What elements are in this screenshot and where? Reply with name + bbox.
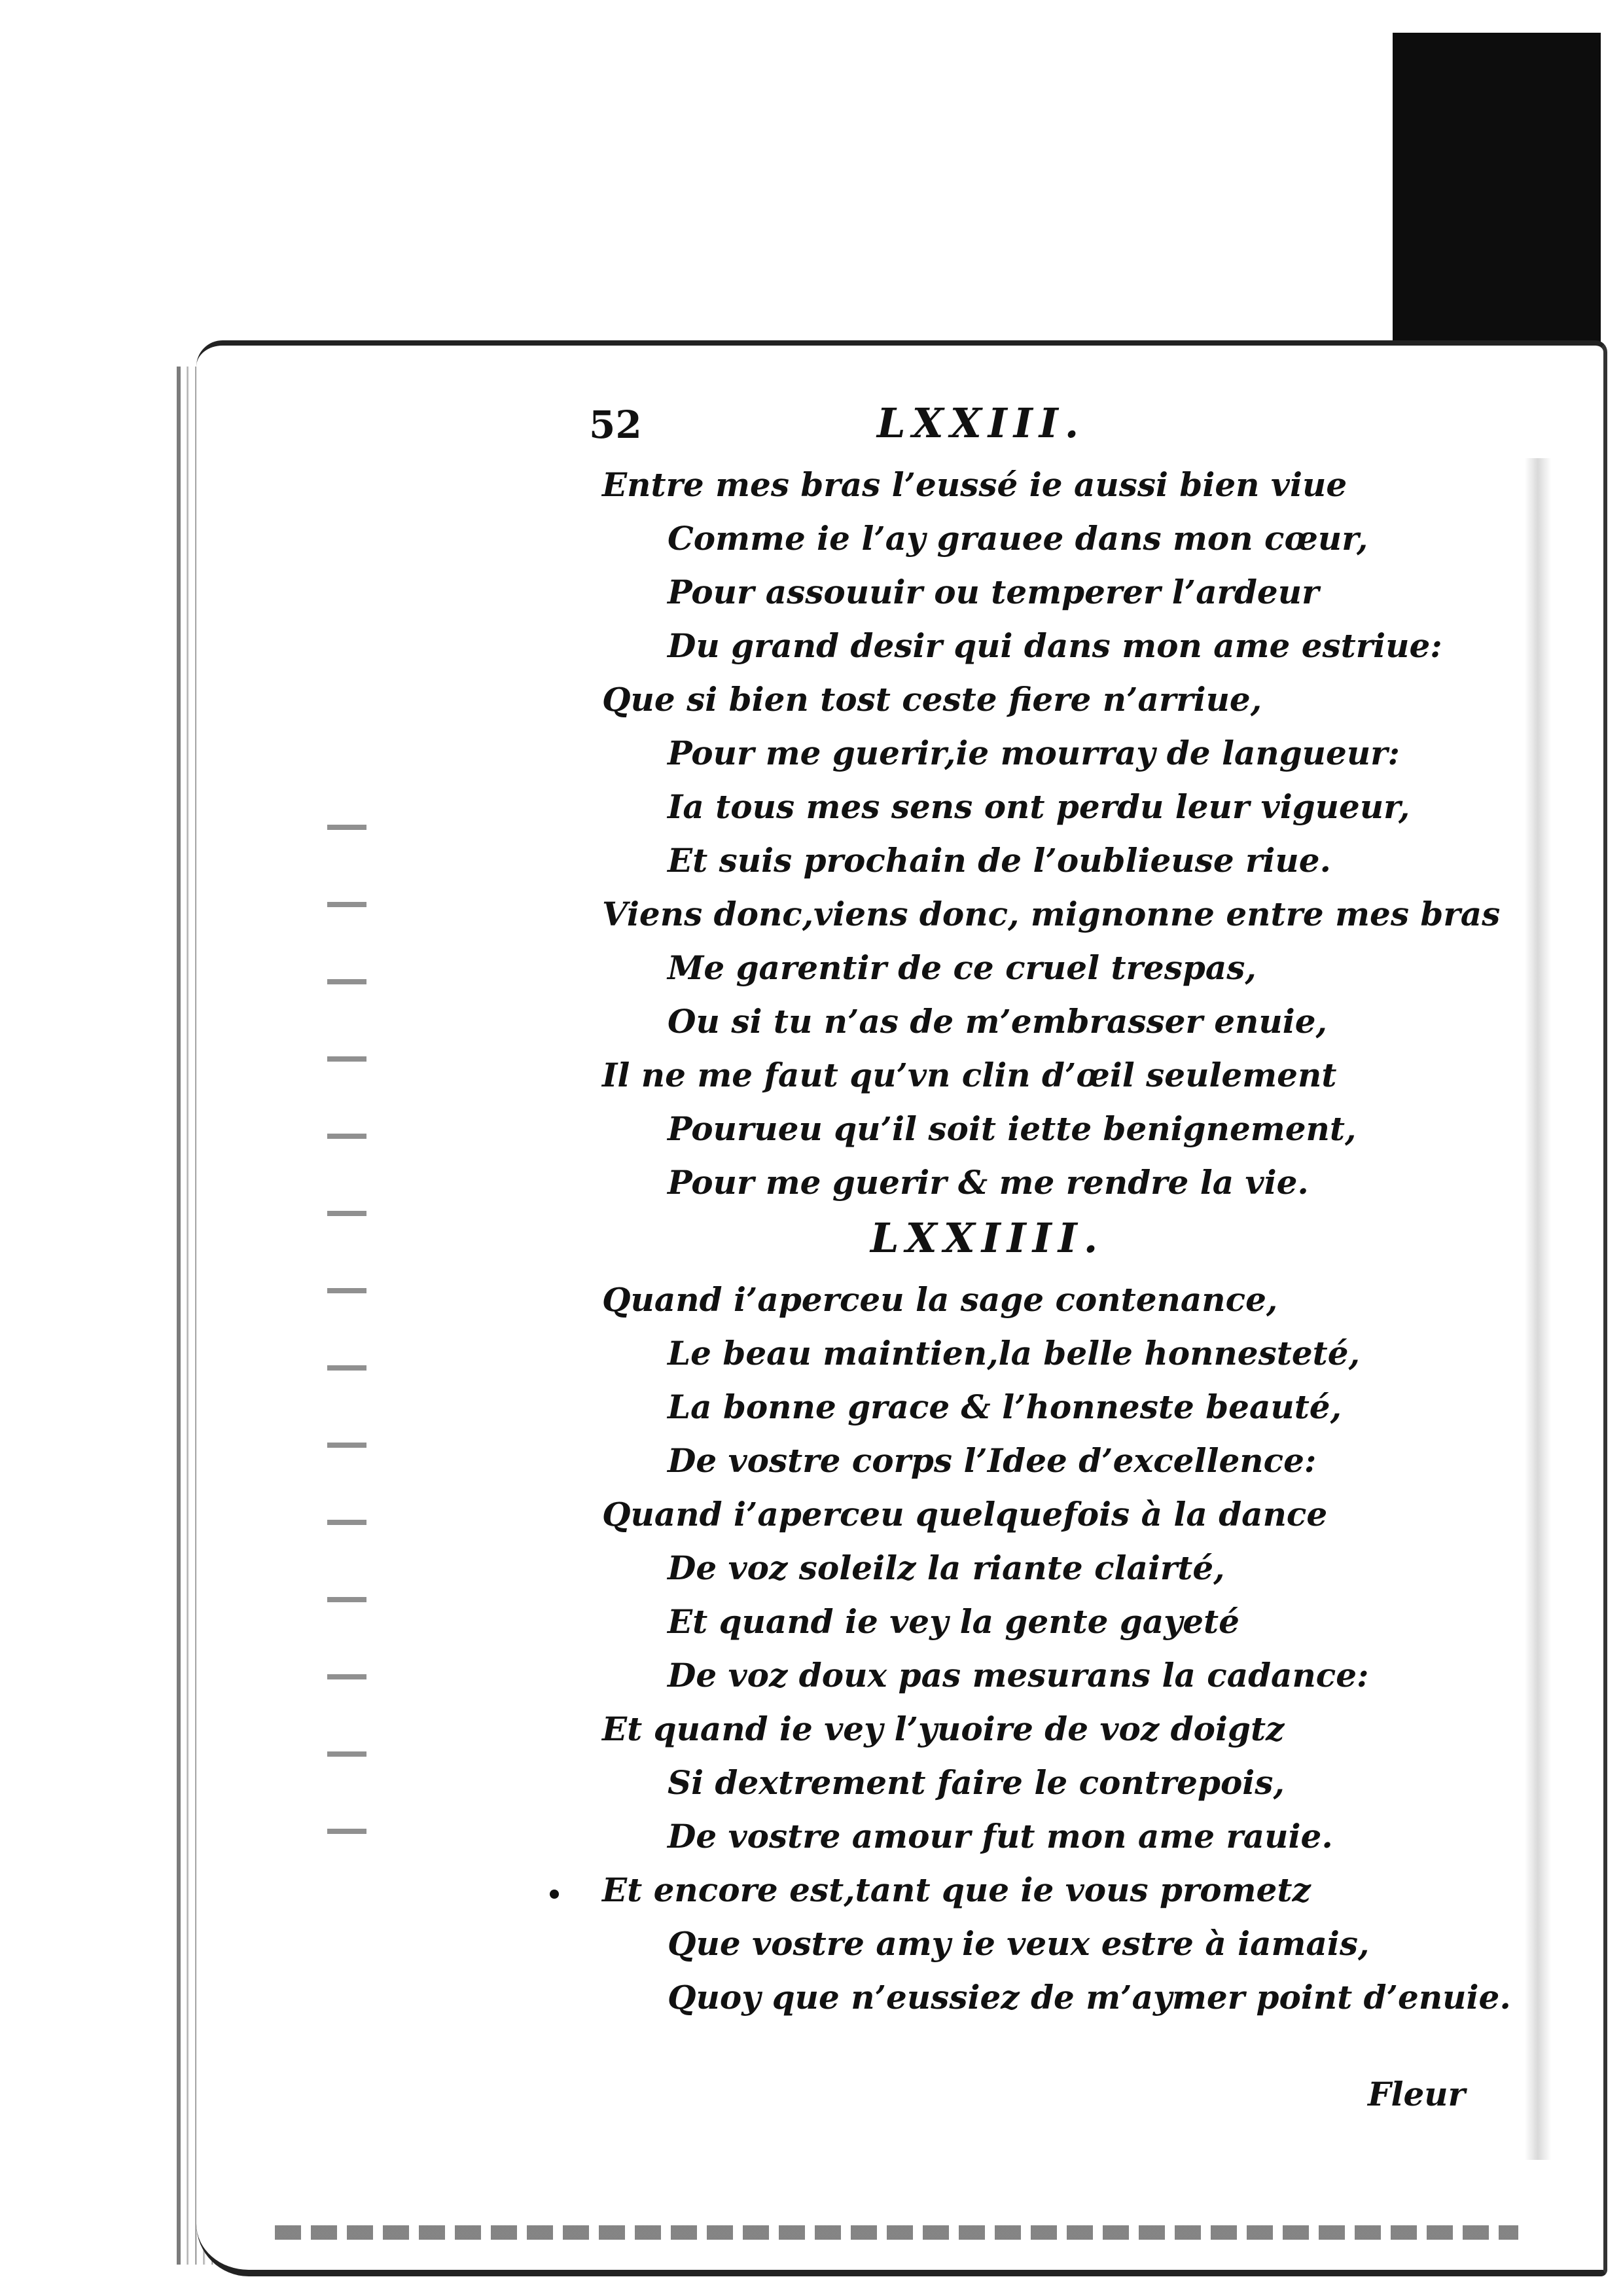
- verse-line: Et quand ie vey la gente gayeté: [668, 1602, 1240, 1641]
- page-edge-marks: [327, 753, 366, 1865]
- page-bottom-edge: [275, 2225, 1518, 2240]
- verse-line: Entre mes bras l’eussé ie aussi bien viue: [602, 465, 1347, 504]
- verse-line: Et encore est,tant que ie vous prometz: [602, 1871, 1311, 1909]
- verse-line: Il ne me faut qu’vn clin d’œil seulement: [602, 1056, 1337, 1094]
- verse-line: Pour me guerir,ie mourray de langueur:: [668, 734, 1400, 772]
- verse-line: Le beau maintien,la belle honnesteté,: [668, 1334, 1360, 1372]
- verse-line: De voz soleilz la riante clairté,: [668, 1549, 1225, 1587]
- verse-line: Et suis prochain de l’oublieuse riue.: [668, 841, 1331, 880]
- verse-line: Que si bien tost ceste fiere n’arriue,: [602, 680, 1262, 719]
- verse-line: Ou si tu n’as de m’embrasser enuie,: [668, 1002, 1327, 1041]
- verse-line: Comme ie l’ay grauee dans mon cœur,: [668, 519, 1368, 558]
- poem-1: [602, 458, 1551, 1210]
- verse-line: La bonne grace & l’honneste beauté,: [668, 1388, 1342, 1426]
- verse-line: Me garentir de ce cruel trespas,: [668, 948, 1257, 987]
- verse-line: Si dextrement faire le contrepois,: [668, 1763, 1285, 1802]
- verse-line: De vostre amour fut mon ame rauie.: [668, 1817, 1333, 1856]
- verse-line: Que vostre amy ie veux estre à iamais,: [668, 1924, 1370, 1963]
- verse-line: De voz doux pas mesurans la cadance:: [668, 1656, 1369, 1695]
- folio-number: 52: [589, 403, 642, 447]
- verse-line: Quand i’aperceu quelquefois à la dance: [602, 1495, 1328, 1534]
- verse-line: Pour assouuir ou temperer l’ardeur: [668, 573, 1319, 611]
- binding-shadow: [1393, 33, 1601, 373]
- verse-line: Et quand ie vey l’yuoire de voz doigtz: [602, 1710, 1285, 1748]
- verse-line: Pour me guerir & me rendre la vie.: [668, 1163, 1309, 1202]
- poem-2: [602, 1273, 1551, 2024]
- verse-line: Ia tous mes sens ont perdu leur vigueur,: [668, 787, 1410, 826]
- verse-line: Du grand desir qui dans mon ame estriue:: [668, 626, 1442, 665]
- poem-heading-1: LXXIII.: [877, 399, 1086, 447]
- verse-line: Quoy que n’eussiez de m’aymer point d’enuie.: [668, 1978, 1511, 2017]
- margin-dot: [550, 1890, 559, 1899]
- verse-line: De vostre corps l’Idee d’excellence:: [668, 1441, 1317, 1480]
- verse-line: Quand i’aperceu la sage contenance,: [602, 1280, 1278, 1319]
- catchword: Fleur: [1368, 2075, 1465, 2113]
- verse-line: Viens donc,viens donc, mignonne entre mes bras: [602, 895, 1501, 933]
- poem-heading-2: LXXIIII.: [870, 1214, 1105, 1262]
- verse-line: Pourueu qu’il soit iette benignement,: [668, 1109, 1357, 1148]
